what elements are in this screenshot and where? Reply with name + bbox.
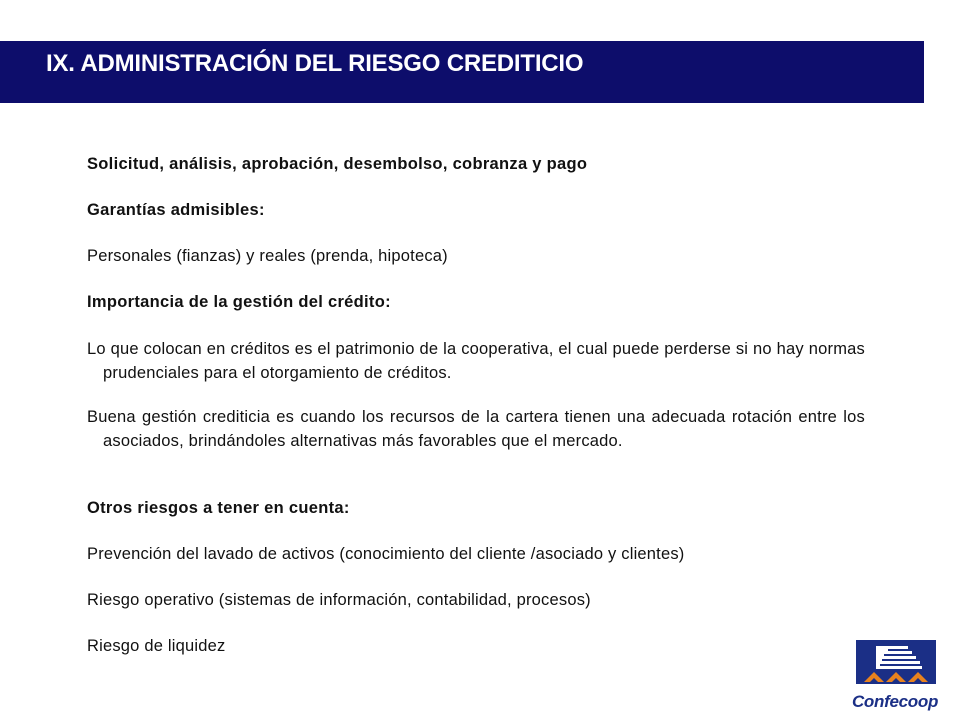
heading-process: Solicitud, análisis, aprobación, desembolso, cobranza y pago	[87, 155, 588, 173]
confecoop-emblem-icon	[846, 636, 944, 694]
title-bar	[0, 41, 924, 103]
importance-paragraph-2	[87, 405, 865, 453]
confecoop-logo	[846, 636, 944, 716]
heading-importance: Importancia de la gestión del crédito:	[87, 293, 391, 311]
importance-paragraph-1	[87, 337, 865, 385]
importance-paragraph-1-text: Lo que colocan en créditos es el patrimonio de la cooperativa, el cual puede perderse si no hay normas prudenciales para el otorgamiento de créditos.	[87, 340, 865, 382]
logo-wordmark: Confecoop	[851, 692, 939, 711]
heading-other-risks: Otros riesgos a tener en cuenta:	[87, 499, 350, 517]
slide-title: IX. ADMINISTRACIÓN DEL RIESGO CREDITICIO	[46, 50, 584, 77]
risk-liquidity: Riesgo de liquidez	[87, 637, 226, 655]
risk-operational: Riesgo operativo (sistemas de información, contabilidad, procesos)	[87, 591, 591, 609]
importance-paragraph-2-text: Buena gestión crediticia es cuando los recursos de la cartera tienen una adecuada rotación entre los asociados, brindándoles alternativas más favorables que el mercado.	[87, 408, 865, 450]
heading-guarantees: Garantías admisibles:	[87, 201, 265, 219]
guarantees-text: Personales (fianzas) y reales (prenda, hipoteca)	[87, 247, 448, 265]
risk-money-laundering: Prevención del lavado de activos (conocimiento del cliente /asociado y clientes)	[87, 545, 685, 563]
